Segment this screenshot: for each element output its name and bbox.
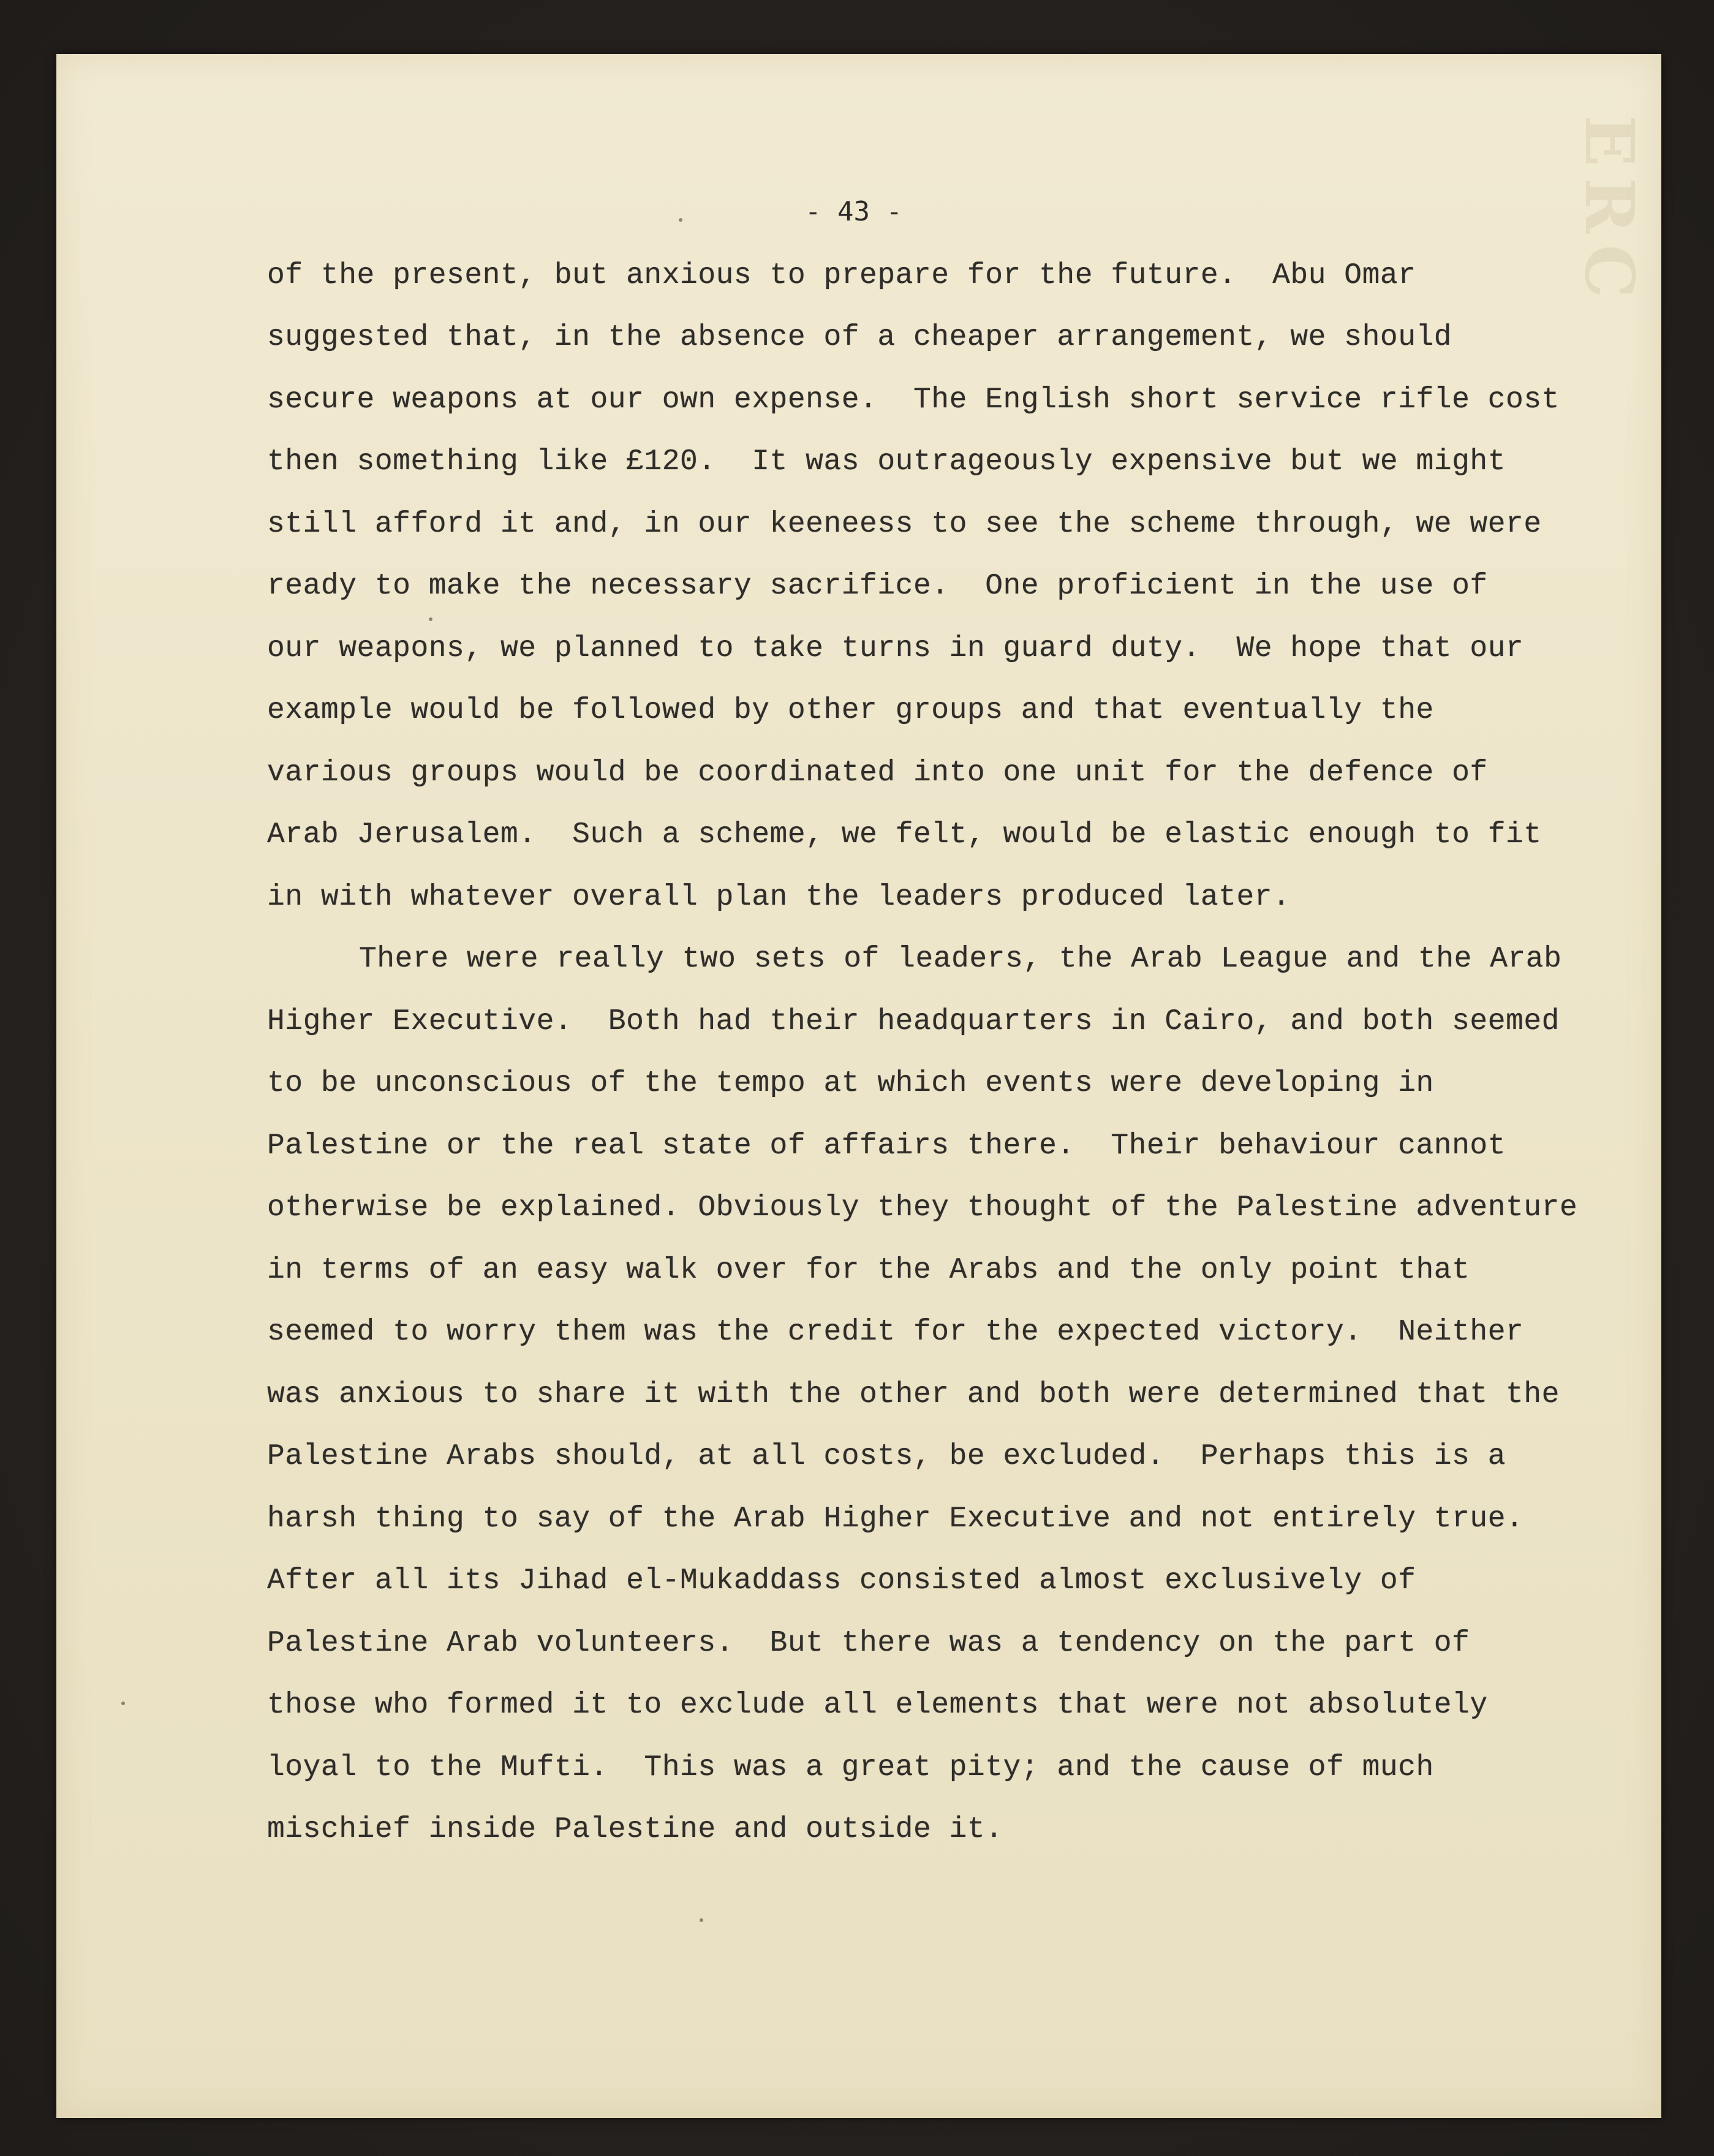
text-line: Palestine Arab volunteers. But there was a tendency on the part of <box>267 1627 1470 1660</box>
text-line: There were really two sets of leaders, the Arab League and the Arab <box>359 943 1562 976</box>
text-line: After all its Jihad el-Mukaddass consisted almost exclusively of <box>267 1564 1416 1597</box>
text-line: mischief inside Palestine and outside it. <box>267 1813 1003 1846</box>
text-line: Higher Executive. Both had their headquarters in Cairo, and both seemed <box>267 1005 1560 1038</box>
text-line: those who formed it to exclude all elements that were not absolutely <box>267 1689 1488 1722</box>
text-line: was anxious to share it with the other and both were determined that the <box>267 1378 1560 1411</box>
speck <box>121 1702 125 1705</box>
text-line: harsh thing to say of the Arab Higher Executive and not entirely true. <box>267 1502 1524 1536</box>
speck <box>429 617 432 621</box>
page-number: - 43 - <box>805 196 902 227</box>
text-line: still afford it and, in our keeneess to see the scheme through, we were <box>267 508 1542 541</box>
text-line: Arab Jerusalem. Such a scheme, we felt, would be elastic enough to fit <box>267 818 1542 851</box>
speck <box>679 218 682 222</box>
text-line: loyal to the Mufti. This was a great pity; and the cause of much <box>267 1751 1434 1784</box>
watermark: ERC <box>1570 115 1649 309</box>
text-line: in with whatever overall plan the leaders produced later. <box>267 881 1291 914</box>
text-line: then something like £120. It was outrageously expensive but we might <box>267 445 1506 478</box>
text-line: otherwise be explained. Obviously they thought of the Palestine adventure <box>267 1191 1578 1224</box>
text-line: our weapons, we planned to take turns in guard duty. We hope that our <box>267 632 1524 665</box>
text-line: Palestine or the real state of affairs there. Their behaviour cannot <box>267 1129 1506 1163</box>
text-line: various groups would be coordinated into one unit for the defence of <box>267 756 1488 790</box>
speck <box>700 1918 703 1922</box>
text-line: ready to make the necessary sacrifice. One proficient in the use of <box>267 570 1488 603</box>
text-line: suggested that, in the absence of a cheaper arrangement, we should <box>267 321 1452 354</box>
text-line: seemed to worry them was the credit for the expected victory. Neither <box>267 1316 1524 1349</box>
text-line: to be unconscious of the tempo at which events were developing in <box>267 1067 1434 1100</box>
text-line: in terms of an easy walk over for the Arabs and the only point that <box>267 1254 1470 1287</box>
text-line: example would be followed by other groups and that eventually the <box>267 694 1434 727</box>
text-line: secure weapons at our own expense. The English short service rifle cost <box>267 383 1560 417</box>
text-line: Palestine Arabs should, at all costs, be excluded. Perhaps this is a <box>267 1440 1506 1473</box>
text-line: of the present, but anxious to prepare for the future. Abu Omar <box>267 259 1416 292</box>
